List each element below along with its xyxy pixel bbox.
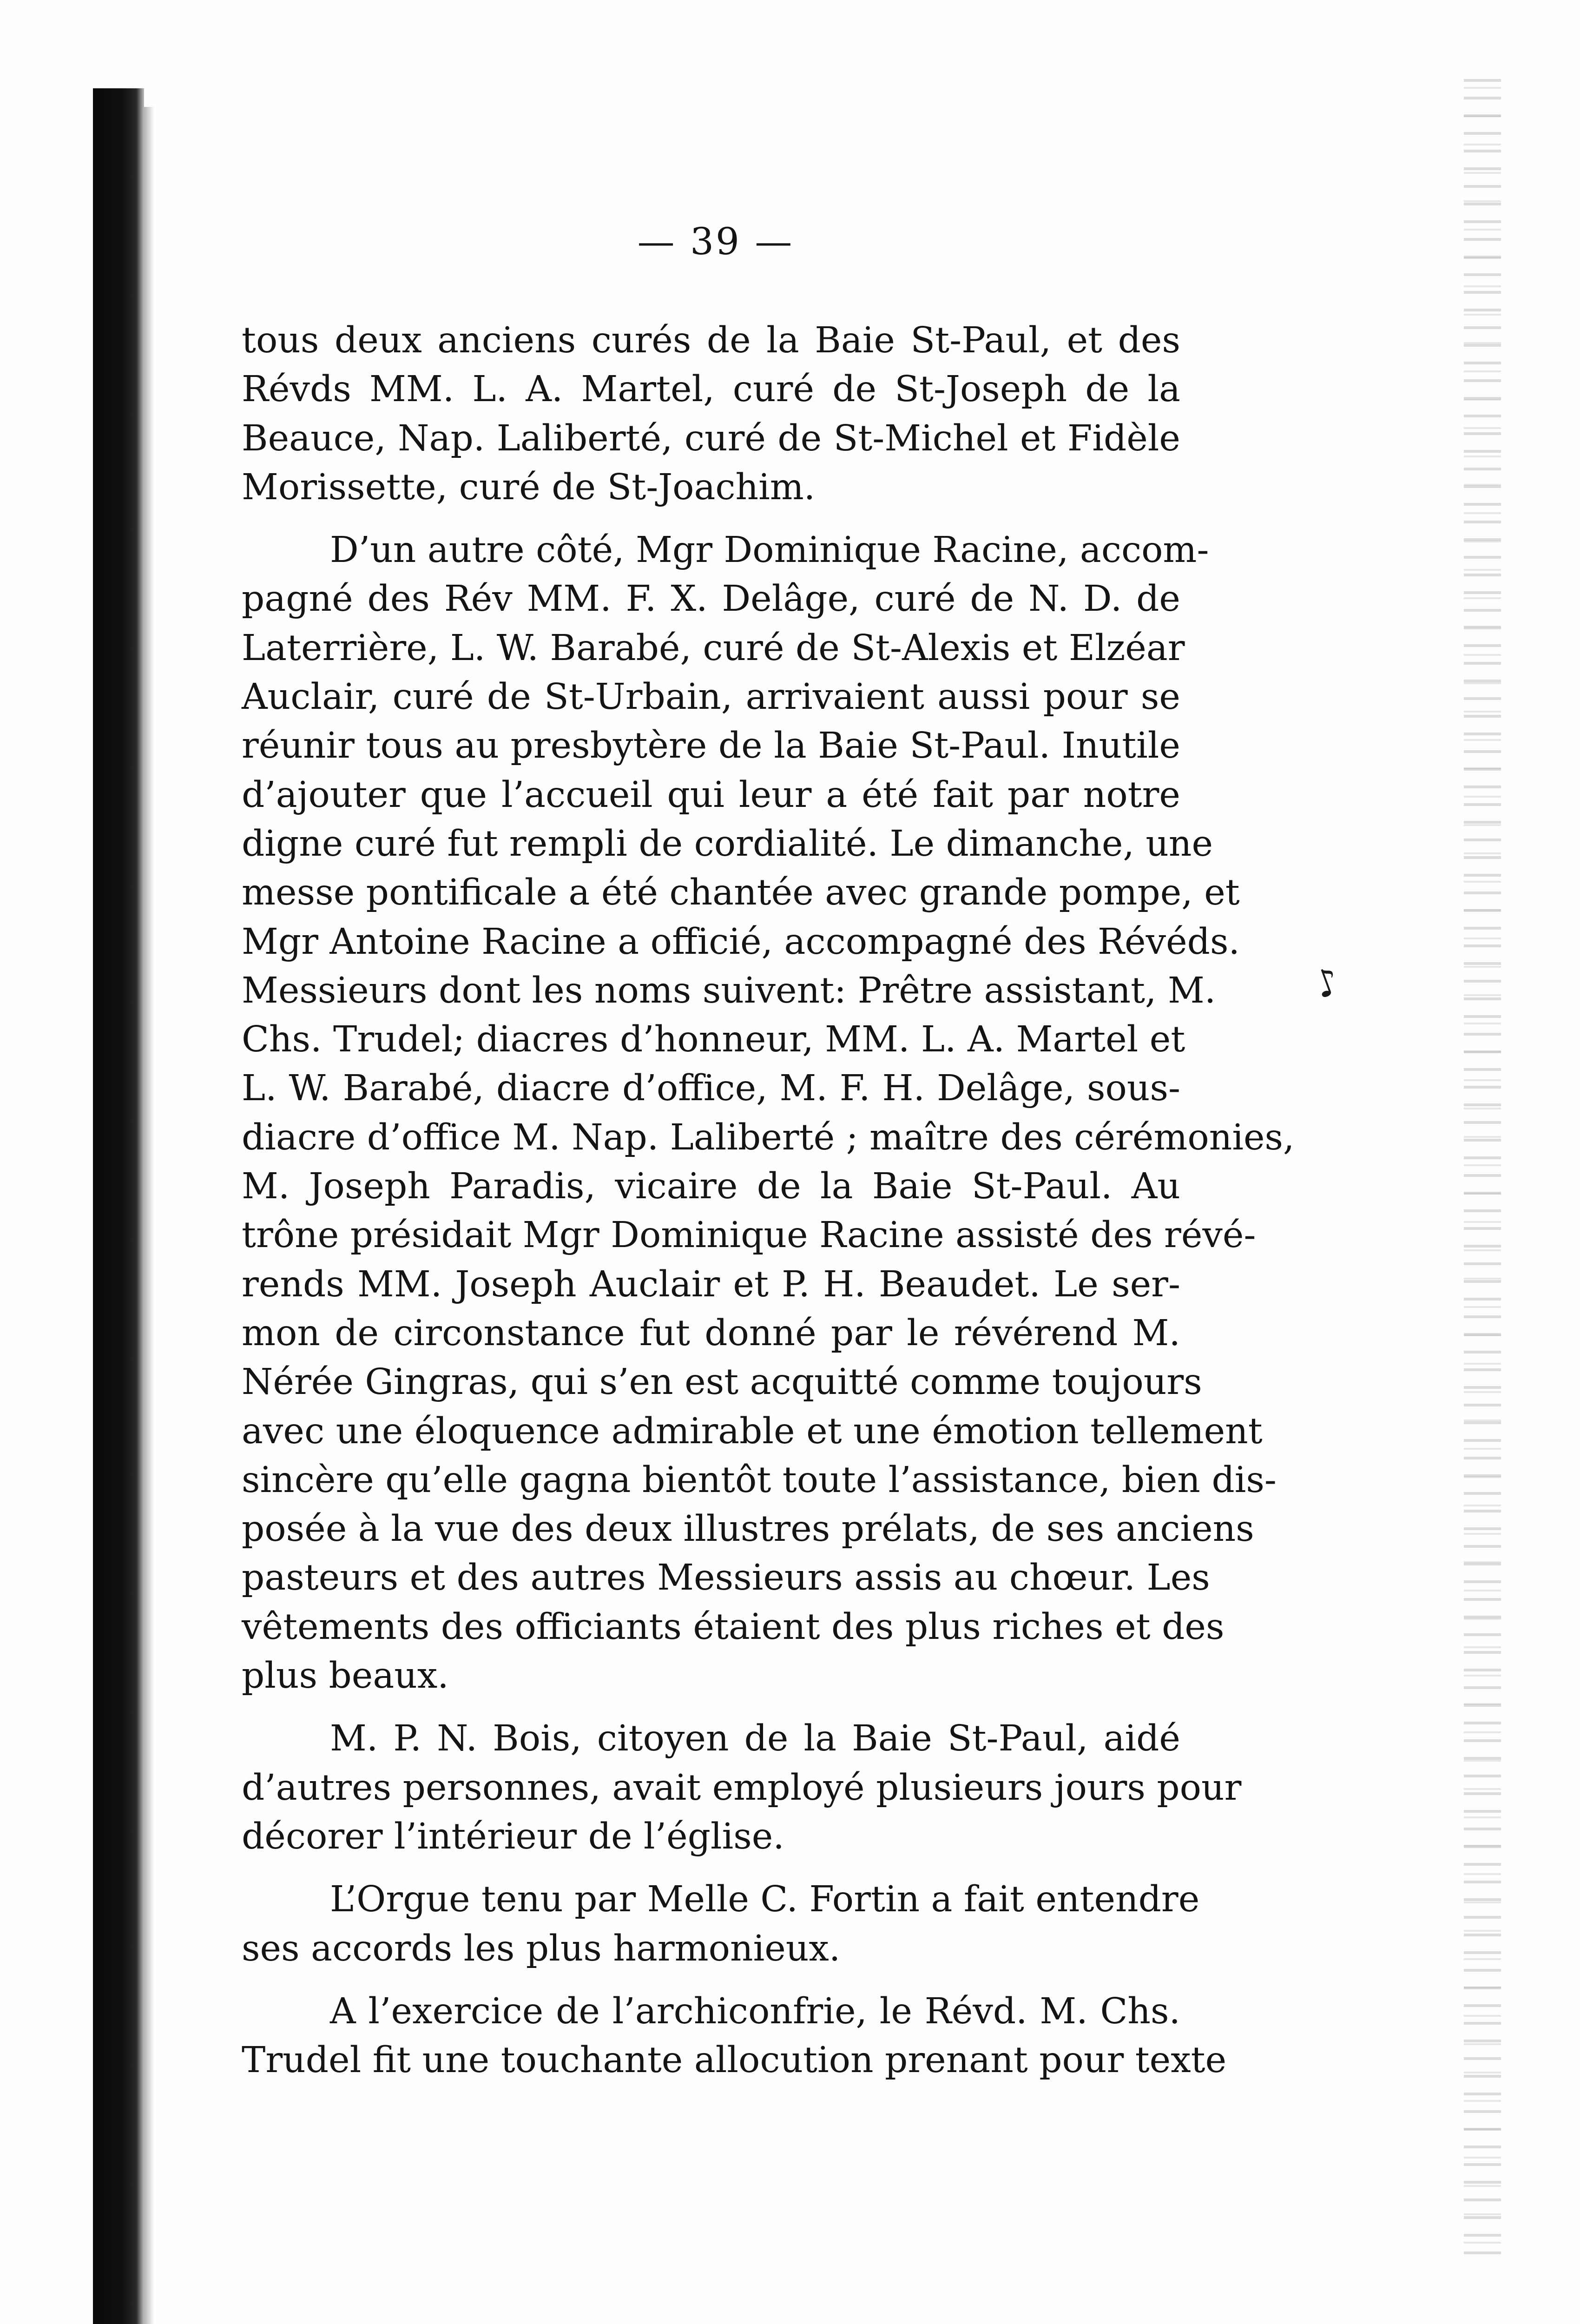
text-line: diacre d’office M. Nap. Laliberté ; maître des cérémonies, [242,1116,1295,1158]
text-line: D’un autre côté, Mgr Dominique Racine, accom- [330,529,1209,571]
text-line: mon de circonstance fut donné par le révérend M. [242,1312,1180,1354]
text-line: plus beaux. [242,1655,449,1697]
text-line: Auclair, curé de St-Urbain, arrivaient aussi pour se [242,676,1180,718]
text-line: sincère qu’elle gagna bientôt toute l’assistance, bien dis- [242,1459,1277,1501]
text-line: pagné des Rév MM. F. X. Delâge, curé de N. D. de [242,578,1180,620]
body-text [242,316,1295,2085]
text-line: A l’exercice de l’archiconfrie, le Révd. M. Chs. [330,1990,1180,2032]
binding-gutter [93,88,144,2324]
text-line: Trudel fit une touchante allocution prenant pour texte [242,2040,1227,2081]
text-line: réunir tous au presbytère de la Baie St-Paul. Inutile [242,725,1180,767]
text-line: d’autres personnes, avait employé plusieurs jours pour [242,1767,1242,1809]
text-line: L’Orgue tenu par Melle C. Fortin a fait entendre [330,1879,1200,1921]
text-line: digne curé fut rempli de cordialité. Le dimanche, une [242,823,1213,865]
text-line: Laterrière, L. W. Barabé, curé de St-Alexis et Elzéar [242,627,1185,669]
text-line: M. Joseph Paradis, vicaire de la Baie St-Paul. Au [242,1166,1180,1208]
text-line: pasteurs et des autres Messieurs assis au chœur. Les [242,1557,1210,1599]
text-line: Nérée Gingras, qui s’en est acquitté comme toujours [242,1361,1202,1403]
text-line: tous deux anciens curés de la Baie St-Paul, et des [242,320,1180,361]
text-line: L. W. Barabé, diacre d’office, M. F. H. Delâge, sous- [242,1068,1180,1109]
page-number: — 39 — [637,220,794,263]
stray-ink-mark: ♪ [1308,958,1346,1007]
text-line: trône présidait Mgr Dominique Racine assisté des révé- [242,1215,1256,1256]
text-line: avec une éloquence admirable et une émotion tellement [242,1410,1263,1452]
text-line: Messieurs dont les noms suivent: Prêtre assistant, M. [242,970,1216,1011]
paragraph [242,526,1295,1700]
text-line: Mgr Antoine Racine a officié, accompagné des Révéds. [242,921,1240,963]
text-line: Révds MM. L. A. Martel, curé de St-Joseph de la [242,369,1180,410]
text-line: Morissette, curé de St-Joachim. [242,466,816,508]
text-line: rends MM. Joseph Auclair et P. H. Beaudet. Le ser- [242,1263,1180,1305]
page-edge-noise [1464,79,1501,2264]
text-line: d’ajouter que l’accueil qui leur a été fait par notre [242,774,1180,816]
text-line: posée à la vue des deux illustres prélats, de ses anciens [242,1508,1254,1550]
text-line: Beauce, Nap. Laliberté, curé de St-Michel et Fidèle [242,417,1180,459]
gutter-shadow [144,107,154,2324]
paragraph [242,316,1180,512]
text-line: Chs. Trudel; diacres d’honneur, MM. L. A. Martel et [242,1019,1185,1061]
paragraph [242,1875,1200,1973]
paragraph [242,1714,1242,1861]
text-line: M. P. N. Bois, citoyen de la Baie St-Paul, aidé [330,1718,1180,1760]
paragraph [242,1987,1227,2085]
text-line: ses accords les plus harmonieux. [242,1928,841,1969]
text-line: décorer l’intérieur de l’église. [242,1816,784,1857]
text-line: messe pontificale a été chantée avec grande pompe, et [242,872,1240,914]
text-line: vêtements des officiants étaient des plus riches et des [242,1606,1224,1648]
